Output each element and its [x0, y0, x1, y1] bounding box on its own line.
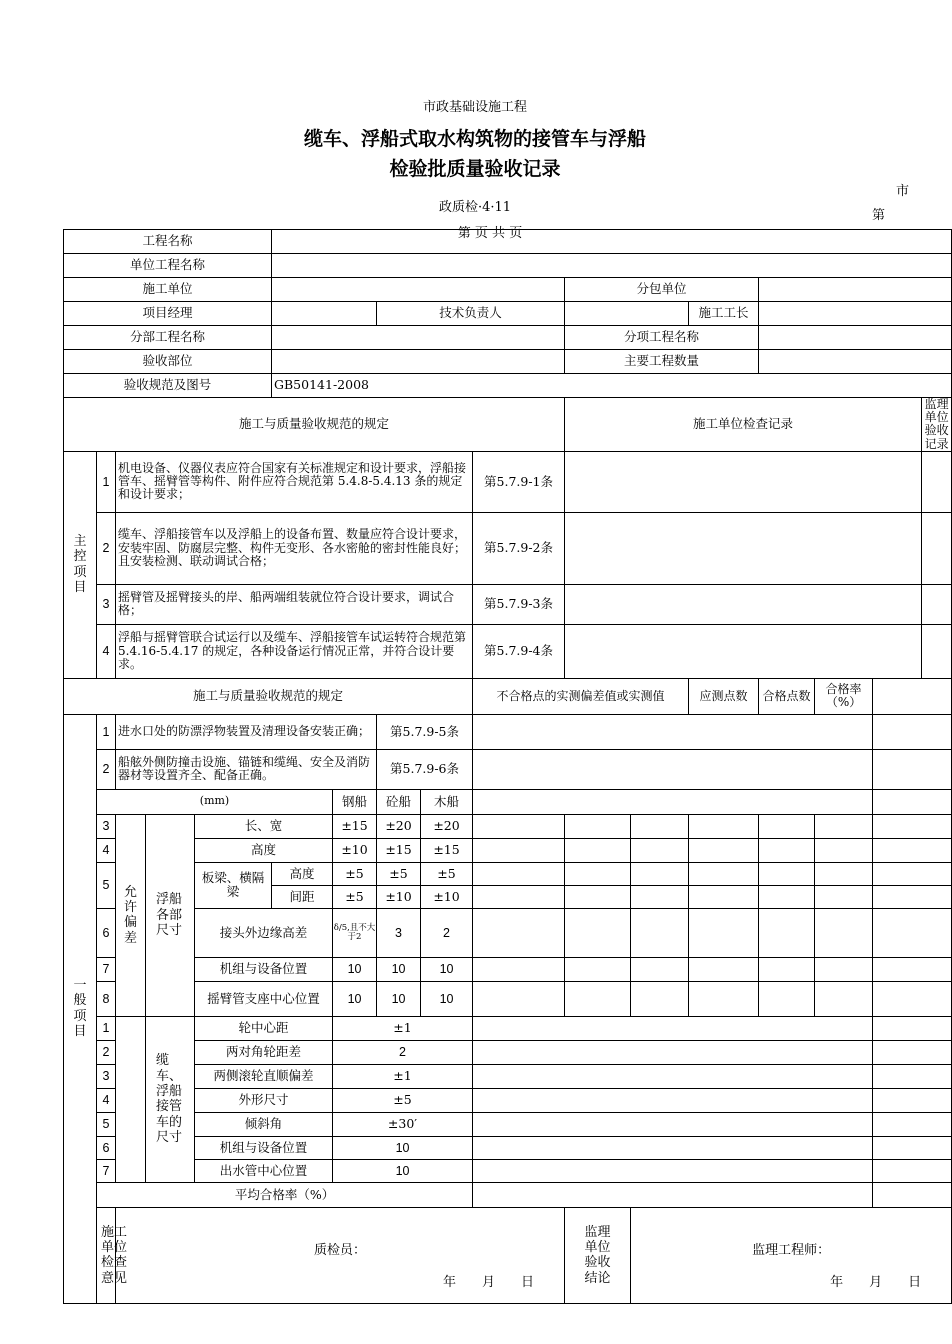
- division-label: 分部工程名称: [64, 326, 272, 350]
- measure-cell[interactable]: [565, 981, 631, 1016]
- tolerance-header-blank: [473, 789, 873, 814]
- points-cell[interactable]: [689, 838, 759, 862]
- division-field[interactable]: [272, 326, 565, 350]
- contractor-date: 年 月 日: [443, 1274, 535, 1290]
- cable-row-3: [64, 1064, 952, 1088]
- measure-cell[interactable]: [473, 814, 565, 838]
- gen-rate-header: 合格率（%）: [815, 678, 873, 714]
- passed-cell[interactable]: [759, 814, 815, 838]
- pontoon-row-8-steel: 10: [333, 981, 377, 1016]
- supervisor-cell[interactable]: [873, 1136, 952, 1159]
- pontoon-row-6-wood: 2: [421, 908, 473, 957]
- sub-unit-field[interactable]: [759, 278, 952, 302]
- mc-item-3-clause: 第5.7.9-3条: [473, 584, 565, 624]
- cable-row-3-value: ±1: [333, 1064, 473, 1088]
- cable-row-check[interactable]: [473, 1088, 873, 1112]
- info-row-contractor: [64, 278, 952, 302]
- cable-row-check[interactable]: [473, 1040, 873, 1064]
- passed-cell[interactable]: [759, 908, 815, 957]
- cable-row-4-value: ±5: [333, 1088, 473, 1112]
- cable-row-2-value: 2: [333, 1040, 473, 1064]
- main-control-header: [64, 398, 952, 452]
- standard-value: GB50141-2008: [272, 374, 952, 398]
- gen-item-1: [64, 714, 952, 749]
- cable-row-1-no: 1: [97, 1016, 116, 1040]
- measure-cell[interactable]: [631, 957, 689, 981]
- passed-cell[interactable]: [759, 885, 815, 908]
- foreman-field[interactable]: [759, 302, 952, 326]
- pontoon-row-4-name: 高度: [195, 838, 333, 862]
- cable-row-1-name: 轮中心距: [195, 1016, 333, 1040]
- rate-cell[interactable]: [815, 885, 873, 908]
- measure-cell[interactable]: [565, 814, 631, 838]
- pontoon-row-5-sub1-wood: ±5: [421, 862, 473, 885]
- pontoon-row-3-no: 3: [97, 814, 116, 838]
- mc-item-3-text: 摇臂管及摇臂接头的岸、船两端组装就位符合设计要求，调试合格；: [116, 584, 473, 624]
- gen-item-2-check[interactable]: [473, 749, 873, 789]
- avg-rate-supervisor[interactable]: [873, 1182, 952, 1207]
- contractor-opinion-label: 施工单位检查意见: [97, 1207, 116, 1303]
- cable-row-1: [64, 1016, 952, 1040]
- passed-cell[interactable]: [759, 862, 815, 885]
- unit-label: (mm): [97, 789, 333, 814]
- contractor-signature-area[interactable]: [116, 1207, 565, 1303]
- mc-item-2-no: 2: [97, 512, 116, 584]
- cable-row-7: [64, 1159, 952, 1182]
- cable-row-5-value: ±30′: [333, 1112, 473, 1136]
- cable-row-4: [64, 1088, 952, 1112]
- mc-item-2-text: 缆车、浮船接管车以及浮船上的设备布置、数量应符合设计要求，安装牢固、防腐层完整、构件无变形、各水密舱的密封性能良好；且安装检测、联动调试合格；: [116, 512, 473, 584]
- pontoon-row-3-name: 长、宽: [195, 814, 333, 838]
- pm-label: 项目经理: [64, 302, 272, 326]
- gen-item-2-no: 2: [97, 749, 116, 789]
- pontoon-row-5-no: 5: [97, 862, 116, 908]
- mc-item-3-no: 3: [97, 584, 116, 624]
- measure-cell[interactable]: [473, 862, 565, 885]
- inspection-form: [63, 229, 952, 1304]
- pontoon-row-5-sub2: 间距: [272, 885, 333, 908]
- col-wood: 木船: [421, 789, 473, 814]
- supervisor-cell[interactable]: [873, 1112, 952, 1136]
- pontoon-row-8-no: 8: [97, 981, 116, 1016]
- cable-row-check[interactable]: [473, 1112, 873, 1136]
- cable-row-check[interactable]: [473, 1159, 873, 1182]
- mc-item-4-no: 4: [97, 624, 116, 678]
- cable-row-2: [64, 1040, 952, 1064]
- mc-item-1-clause: 第5.7.9-1条: [473, 451, 565, 512]
- tolerance-header-supervisor[interactable]: [873, 789, 952, 814]
- pontoon-row-6-name: 接头外边缘高差: [195, 908, 333, 957]
- cable-row-6-value: 10: [333, 1136, 473, 1159]
- mc-item-4-supervisor[interactable]: [922, 624, 952, 678]
- pontoon-row-5-sub1-steel: ±5: [333, 862, 377, 885]
- pontoon-row-5a: [64, 862, 952, 885]
- pontoon-row-7-no: 7: [97, 957, 116, 981]
- tolerance-group-label: 允许偏差: [116, 814, 146, 1016]
- measure-cell[interactable]: [631, 885, 689, 908]
- quantity-field[interactable]: [759, 350, 952, 374]
- cable-row-6: [64, 1136, 952, 1159]
- cable-row-check[interactable]: [473, 1064, 873, 1088]
- mc-item-2-supervisor[interactable]: [922, 512, 952, 584]
- mc-item-4-check[interactable]: [565, 624, 922, 678]
- pontoon-row-4-steel: ±10: [333, 838, 377, 862]
- cable-row-check[interactable]: [473, 1136, 873, 1159]
- supervisor-cell[interactable]: [873, 862, 952, 885]
- side-city: 市: [896, 184, 910, 199]
- gen-supervisor-header[interactable]: [873, 678, 952, 714]
- cable-row-3-no: 3: [97, 1064, 116, 1088]
- cable-row-check[interactable]: [473, 1016, 873, 1040]
- points-cell[interactable]: [689, 957, 759, 981]
- cable-row-5: [64, 1112, 952, 1136]
- gen-passed-header: 合格点数: [759, 678, 815, 714]
- mc-item-1-no: 1: [97, 451, 116, 512]
- points-cell[interactable]: [689, 885, 759, 908]
- supervisor-cell[interactable]: [873, 1088, 952, 1112]
- mc-item-2-check[interactable]: [565, 512, 922, 584]
- mc-item-4-text: 浮船与摇臂管联合试运行以及缆车、浮船接管车试运转符合规范第 5.4.16-5.4.17 的规定，各种设备运行情况正常，并符合设计要求。: [116, 624, 473, 678]
- pontoon-row-3-concrete: ±20: [377, 814, 421, 838]
- mc-item-3-supervisor[interactable]: [922, 584, 952, 624]
- cable-row-7-value: 10: [333, 1159, 473, 1182]
- pontoon-row-7-wood: 10: [421, 957, 473, 981]
- pontoon-row-8-concrete: 10: [377, 981, 421, 1016]
- gen-item-2-text: 船舷外侧防撞击设施、锚链和缆绳、安全及消防器材等设置齐全、配备正确。: [116, 749, 377, 789]
- general-group-label: 一般项目: [64, 714, 97, 1303]
- supervisor-cell[interactable]: [873, 1040, 952, 1064]
- points-cell[interactable]: [689, 908, 759, 957]
- pontoon-row-6-steel: δ/5,且不大于2: [333, 908, 377, 957]
- rate-cell[interactable]: [815, 838, 873, 862]
- col-concrete: 砼船: [377, 789, 421, 814]
- measure-cell[interactable]: [565, 957, 631, 981]
- cable-row-5-no: 5: [97, 1112, 116, 1136]
- mc-item-1-check[interactable]: [565, 451, 922, 512]
- mc-item-1-text: 机电设备、仪器仪表应符合国家有关标准规定和设计要求，浮船接管车、摇臂管等构件、附件应符合规范第 5.4.8-5.4.13 条的规定和设计要求；: [116, 451, 473, 512]
- engineer-label: 监理工程师：: [752, 1242, 831, 1258]
- measure-cell[interactable]: [565, 862, 631, 885]
- pontoon-row-6-concrete: 3: [377, 908, 421, 957]
- pontoon-row-7-concrete: 10: [377, 957, 421, 981]
- cable-row-4-no: 4: [97, 1088, 116, 1112]
- measure-cell[interactable]: [631, 838, 689, 862]
- pontoon-row-6: [64, 908, 952, 957]
- rate-cell[interactable]: [815, 814, 873, 838]
- mc-item-2: [64, 512, 952, 584]
- mc-supervisor-header: 监理单位验收记录: [922, 398, 952, 452]
- gen-item-1-check[interactable]: [473, 714, 873, 749]
- gen-item-2-clause: 第5.7.9-6条: [377, 749, 473, 789]
- supervisor-cell[interactable]: [873, 1016, 952, 1040]
- supervisor-date: 年 月 日: [830, 1274, 922, 1290]
- cable-row-7-name: 出水管中心位置: [195, 1159, 333, 1182]
- pontoon-row-6-no: 6: [97, 908, 116, 957]
- gen-item-1-text: 进水口处的防漂浮物装置及清理设备安装正确；: [116, 714, 377, 749]
- pontoon-row-4: [64, 838, 952, 862]
- cable-row-4-name: 外形尺寸: [195, 1088, 333, 1112]
- supervisor-conclusion-label: 监理单位验收结论: [565, 1207, 631, 1303]
- measure-cell[interactable]: [473, 838, 565, 862]
- supervisor-cell[interactable]: [873, 908, 952, 957]
- info-row-unit: [64, 254, 952, 278]
- rate-cell[interactable]: [815, 957, 873, 981]
- pontoon-row-3-steel: ±15: [333, 814, 377, 838]
- supervisor-cell[interactable]: [873, 838, 952, 862]
- passed-cell[interactable]: [759, 957, 815, 981]
- supervisor-cell[interactable]: [873, 957, 952, 981]
- title-line-2: 检验批质量验收记录: [389, 158, 561, 180]
- measure-cell[interactable]: [631, 862, 689, 885]
- sub-unit-label: 分包单位: [565, 278, 759, 302]
- measure-cell[interactable]: [473, 981, 565, 1016]
- mc-spec-header: 施工与质量验收规范的规定: [64, 398, 565, 452]
- main-control-group-label: 主控项目: [64, 451, 97, 678]
- project-name-field[interactable]: [272, 230, 952, 254]
- gen-points-header: 应测点数: [689, 678, 759, 714]
- pontoon-row-4-wood: ±15: [421, 838, 473, 862]
- pontoon-row-5-sub2-wood: ±10: [421, 885, 473, 908]
- tech-lead-label: 技术负责人: [377, 302, 565, 326]
- mc-item-4: [64, 624, 952, 678]
- measure-cell[interactable]: [631, 908, 689, 957]
- quantity-label: 主要工程数量: [565, 350, 759, 374]
- pontoon-row-4-concrete: ±15: [377, 838, 421, 862]
- gen-item-2-supervisor[interactable]: [873, 749, 952, 789]
- cable-row-5-name: 倾斜角: [195, 1112, 333, 1136]
- info-row-pm: [64, 302, 952, 326]
- inspector-label: 质检员：: [314, 1242, 367, 1258]
- supervisor-cell[interactable]: [873, 1159, 952, 1182]
- mc-item-1-supervisor[interactable]: [922, 451, 952, 512]
- pontoon-row-4-no: 4: [97, 838, 116, 862]
- points-cell[interactable]: [689, 814, 759, 838]
- supervisor-cell[interactable]: [873, 1064, 952, 1088]
- gen-item-1-clause: 第5.7.9-5条: [377, 714, 473, 749]
- mc-item-3: [64, 584, 952, 624]
- cable-row-2-no: 2: [97, 1040, 116, 1064]
- pontoon-row-5-sub2-concrete: ±10: [377, 885, 421, 908]
- org-name: 市政基础设施工程: [422, 100, 527, 115]
- avg-rate-label: 平均合格率（%）: [97, 1182, 473, 1207]
- pontoon-group-label: 浮船各部尺寸: [146, 814, 195, 1016]
- item-label: 分项工程名称: [565, 326, 759, 350]
- pontoon-row-7: [64, 957, 952, 981]
- mc-item-3-check[interactable]: [565, 584, 922, 624]
- tech-lead-field[interactable]: [565, 302, 689, 326]
- tolerance-group-cont: [116, 1016, 146, 1182]
- gen-measured-header: 不合格点的实测偏差值或实测值: [473, 678, 689, 714]
- foreman-label: 施工工长: [689, 302, 759, 326]
- mc-check-header: 施工单位检查记录: [565, 398, 922, 452]
- cable-row-3-name: 两侧滚轮直顺偏差: [195, 1064, 333, 1088]
- info-row-division: [64, 326, 952, 350]
- rate-cell[interactable]: [815, 981, 873, 1016]
- gen-item-2: [64, 749, 952, 789]
- points-cell[interactable]: [689, 862, 759, 885]
- measure-cell[interactable]: [565, 838, 631, 862]
- unit-project-label: 单位工程名称: [64, 254, 272, 278]
- pontoon-row-7-steel: 10: [333, 957, 377, 981]
- gen-spec-header: 施工与质量验收规范的规定: [64, 678, 473, 714]
- measure-cell[interactable]: [631, 814, 689, 838]
- measure-cell[interactable]: [473, 885, 565, 908]
- standard-label: 验收规范及图号: [64, 374, 272, 398]
- measure-cell[interactable]: [473, 908, 565, 957]
- measure-cell[interactable]: [631, 981, 689, 1016]
- measure-cell[interactable]: [565, 908, 631, 957]
- info-row-standard: [64, 374, 952, 398]
- pontoon-row-5-sub1-concrete: ±5: [377, 862, 421, 885]
- pontoon-row-8-name: 摇臂管支座中心位置: [195, 981, 333, 1016]
- project-name-label: 工程名称: [64, 230, 272, 254]
- supervisor-signature-area[interactable]: [631, 1207, 952, 1303]
- contractor-field[interactable]: [272, 278, 565, 302]
- pontoon-row-5-sub2-steel: ±5: [333, 885, 377, 908]
- title-line-1: 缆车、浮船式取水构筑物的接管车与浮船: [303, 128, 646, 150]
- cable-row-6-no: 6: [97, 1136, 116, 1159]
- info-row-location: [64, 350, 952, 374]
- location-field[interactable]: [272, 350, 565, 374]
- passed-cell[interactable]: [759, 981, 815, 1016]
- rate-cell[interactable]: [815, 862, 873, 885]
- item-field[interactable]: [759, 326, 952, 350]
- location-label: 验收部位: [64, 350, 272, 374]
- pontoon-row-5-name: 板梁、横隔梁: [195, 862, 272, 908]
- gen-item-1-no: 1: [97, 714, 116, 749]
- pontoon-row-8: [64, 981, 952, 1016]
- mc-item-2-clause: 第5.7.9-2条: [473, 512, 565, 584]
- rate-cell[interactable]: [815, 908, 873, 957]
- unit-project-field[interactable]: [272, 254, 952, 278]
- mc-item-4-clause: 第5.7.9-4条: [473, 624, 565, 678]
- measure-cell[interactable]: [473, 957, 565, 981]
- avg-rate-value[interactable]: [473, 1182, 873, 1207]
- cable-group-label: 缆车、浮船接管车的尺寸: [146, 1016, 195, 1182]
- contractor-label: 施工单位: [64, 278, 272, 302]
- cable-row-6-name: 机组与设备位置: [195, 1136, 333, 1159]
- mc-item-1: [64, 451, 952, 512]
- signature-row: [64, 1207, 952, 1303]
- pontoon-row-8-wood: 10: [421, 981, 473, 1016]
- info-row-project: [64, 230, 952, 254]
- side-seq: 第: [872, 208, 886, 223]
- gen-item-1-supervisor[interactable]: [873, 714, 952, 749]
- supervisor-cell[interactable]: [873, 981, 952, 1016]
- cable-row-2-name: 两对角轮距差: [195, 1040, 333, 1064]
- supervisor-cell[interactable]: [873, 885, 952, 908]
- avg-rate-row: [64, 1182, 952, 1207]
- col-steel: 钢船: [333, 789, 377, 814]
- pontoon-row-3-wood: ±20: [421, 814, 473, 838]
- form-code: 政质检·4·11: [438, 200, 512, 215]
- cable-row-7-no: 7: [97, 1159, 116, 1182]
- passed-cell[interactable]: [759, 838, 815, 862]
- points-cell[interactable]: [689, 981, 759, 1016]
- pontoon-row-3: [64, 814, 952, 838]
- tolerance-header: [64, 789, 952, 814]
- page-info: 第 页 共 页: [457, 226, 523, 241]
- general-header: [64, 678, 952, 714]
- pontoon-row-5-sub1: 高度: [272, 862, 333, 885]
- cable-row-1-value: ±1: [333, 1016, 473, 1040]
- pontoon-row-7-name: 机组与设备位置: [195, 957, 333, 981]
- pm-field[interactable]: [272, 302, 377, 326]
- measure-cell[interactable]: [565, 885, 631, 908]
- supervisor-cell[interactable]: [873, 814, 952, 838]
